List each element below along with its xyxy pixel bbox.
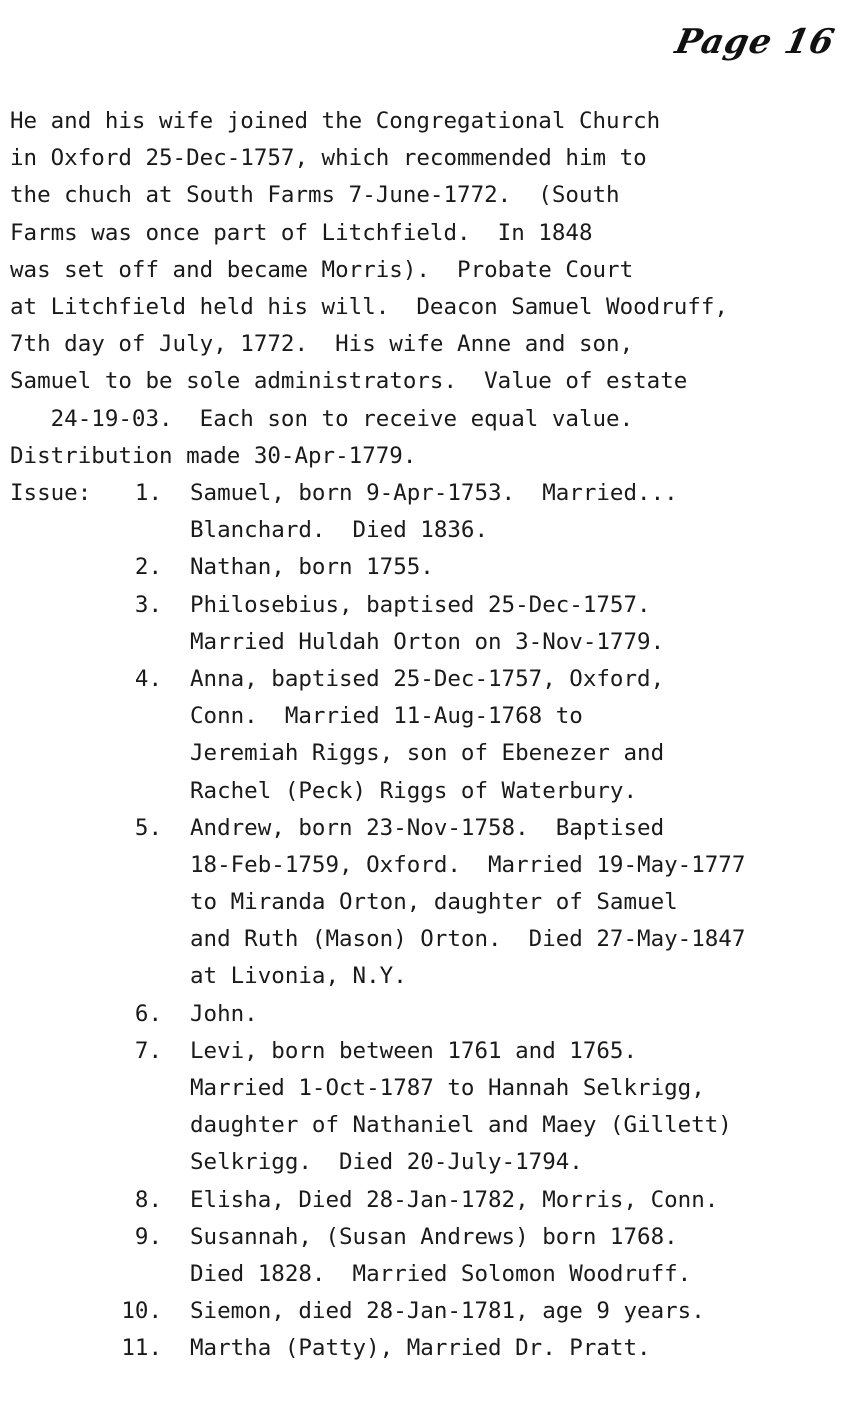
issue-entry: [134, 587, 840, 661]
issue-number: 5.: [134, 814, 162, 841]
issue-number: 3.: [134, 591, 162, 618]
issue-line: Jeremiah Riggs, son of Ebenezer and: [190, 740, 665, 767]
issue-number: 1.: [134, 480, 162, 506]
issue-number: 7.: [134, 1037, 162, 1064]
issue-entry: [134, 661, 840, 810]
issue-number: 2.: [134, 554, 162, 581]
paragraph-line: at Litchfield held his will. Deacon Samuel Woodruff,: [10, 293, 728, 320]
issue-line: Married 1-Oct-1787 to Hannah Selkrigg,: [190, 1075, 705, 1101]
issue-line: 18-Feb-1759, Oxford. Married 19-May-1777: [190, 851, 746, 878]
issue-number: 10.: [121, 1298, 162, 1325]
issue-number: 11.: [121, 1335, 162, 1362]
issue-entry: [134, 1033, 840, 1182]
issue-number: 8.: [134, 1186, 162, 1213]
issue-line: Died 1828. Married Solomon Woodruff.: [190, 1260, 692, 1287]
issue-line: and Ruth (Mason) Orton. Died 27-May-1847: [190, 926, 746, 953]
issue-line: Rachel (Peck) Riggs of Waterbury.: [190, 777, 638, 804]
issue-line: Samuel, born 9-Apr-1753. Married...: [190, 480, 678, 506]
issue-entry: [134, 996, 840, 1033]
issue-entry: [134, 1219, 840, 1293]
issue-line: Conn. Married 11-Aug-1768 to: [190, 703, 583, 730]
paragraph-line: Samuel to be sole administrators. Value of estate: [10, 368, 688, 395]
issue-line: Anna, baptised 25-Dec-1757, Oxford,: [190, 665, 665, 692]
paragraph-line: in Oxford 25-Dec-1757, which recommended him to: [10, 145, 647, 172]
issue-line: Andrew, born 23-Nov-1758. Baptised: [190, 814, 665, 841]
issue-entry: [121, 1330, 840, 1367]
issue-number: 6.: [134, 1000, 162, 1027]
issue-line: Blanchard. Died 1836.: [190, 517, 489, 544]
issue-entry: [134, 549, 840, 586]
issue-entry: [134, 810, 840, 996]
issue-line: Married Huldah Orton on 3-Nov-1779.: [190, 628, 665, 655]
issue-line: at Livonia, N.Y.: [190, 963, 407, 990]
issue-number: 9.: [134, 1223, 162, 1250]
issue-line: Susannah, (Susan Andrews) born 1768.: [190, 1223, 678, 1250]
issue-line: Philosebius, baptised 25-Dec-1757.: [190, 591, 651, 618]
issue-line: Levi, born between 1761 and 1765.: [190, 1037, 638, 1064]
issue-entry: [134, 475, 840, 549]
issue-entry: [134, 1182, 840, 1219]
issue-line: Martha (Patty), Married Dr. Pratt.: [190, 1335, 651, 1362]
issue-line: Nathan, born 1755.: [190, 554, 434, 581]
paragraph-line: was set off and became Morris). Probate Court: [10, 256, 634, 283]
issue-line: daughter of Nathaniel and Maey (Gillett): [190, 1112, 732, 1139]
narrative-paragraph: [10, 103, 840, 475]
issue-line: to Miranda Orton, daughter of Samuel: [190, 889, 678, 916]
issue-list: [10, 475, 840, 1368]
issue-label: Issue:: [10, 480, 92, 506]
paragraph-line: 7th day of July, 1772. His wife Anne and son,: [10, 331, 634, 358]
paragraph-line: Farms was once part of Litchfield. In 1848: [10, 219, 593, 246]
paragraph-line: 24-19-03. Each son to receive equal value.: [10, 405, 634, 432]
issue-line: Elisha, Died 28-Jan-1782, Morris, Conn.: [190, 1186, 719, 1213]
issue-line: John.: [190, 1000, 258, 1027]
issue-line: Siemon, died 28-Jan-1781, age 9 years.: [190, 1298, 705, 1325]
issue-line: Selkrigg. Died 20-July-1794.: [190, 1149, 583, 1176]
page-number: Page 16: [671, 22, 839, 62]
paragraph-line: Distribution made 30-Apr-1779.: [10, 442, 417, 469]
issue-number: 4.: [134, 665, 162, 692]
paragraph-line: He and his wife joined the Congregational Church: [10, 108, 661, 134]
issue-entry: [121, 1293, 840, 1330]
paragraph-line: the chuch at South Farms 7-June-1772. (South: [10, 182, 620, 209]
